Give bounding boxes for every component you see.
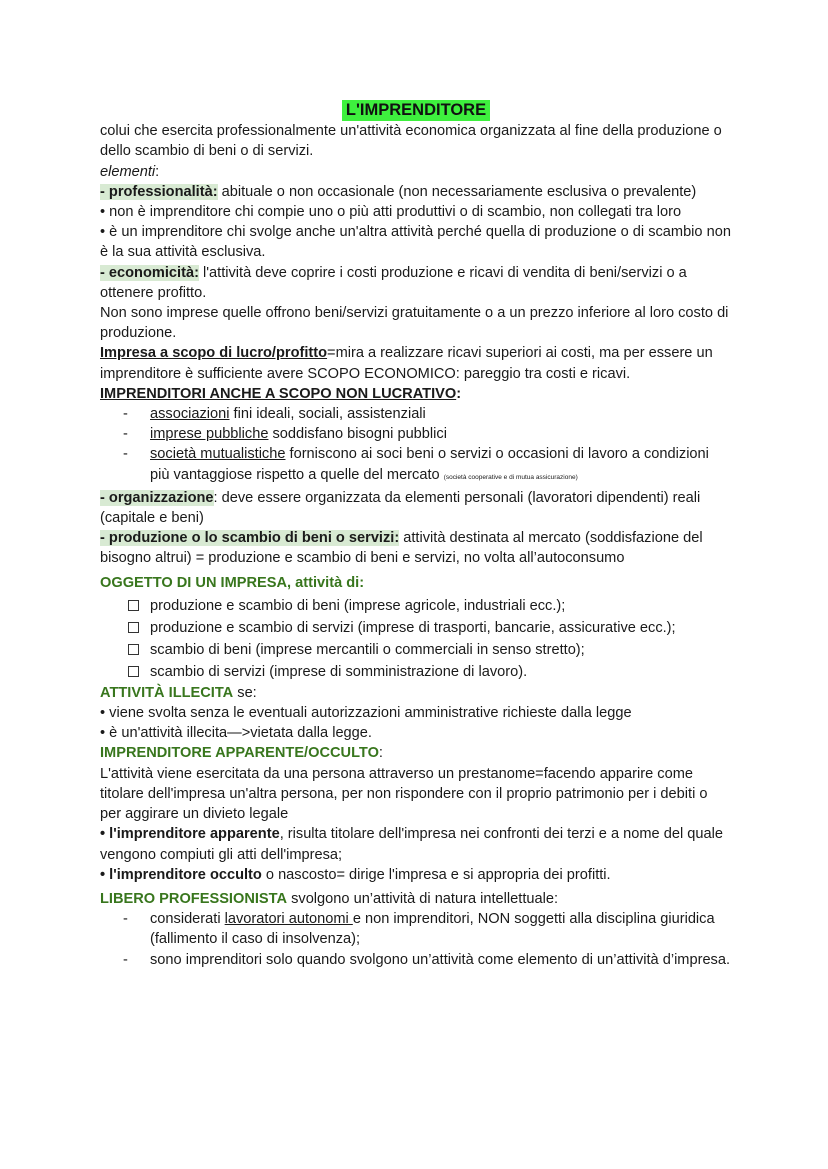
checkbox-icon[interactable] (128, 600, 139, 611)
list-item: - considerati lavoratori autonomi e non imprenditori, NON soggetti alla disciplina giuridica (fallimento il caso di insolvenza); (150, 909, 732, 949)
lucro-label: Impresa a scopo di lucro/profitto (100, 345, 328, 362)
economicita-note: Non sono imprese quelle offrono beni/servizi gratuitamente o a un prezzo inferiore al loro costo di produzione. (100, 305, 729, 342)
checkbox-item: scambio di servizi (imprese di somministrazione di lavoro). (150, 661, 732, 683)
apparente-text: L'attività viene esercitata da una persona attraverso un prestanome=facendo apparire come titolare dell'impresa un'altra persona, per non rispondere con il proprio patrimonio per i debiti o per aggirare un divieto legale (100, 765, 708, 823)
lucro-line: Impresa a scopo di lucro/profitto=mira a realizzare ricavi superiori ai costi, ma per essere un imprenditore è sufficiente avere SCOPO ECONOMICO: pareggio tra costi e ricavi. (100, 345, 713, 382)
checkbox-icon[interactable] (128, 666, 139, 677)
non-lucrativo-list (100, 404, 732, 488)
apparente-heading: IMPRENDITORE APPARENTE/OCCULTO: (100, 745, 383, 762)
illecita-heading: ATTIVITÀ ILLECITA se: (100, 684, 257, 701)
list-item: - sono imprenditori solo quando svolgono un’attività come elemento di un’attività d’impresa. (150, 950, 732, 970)
occulto-line: • l'imprenditore occulto o nascosto= dirige l'impresa e si appropria dei profitti. (100, 866, 611, 883)
illecita-bullet: • viene svolta senza le eventuali autorizzazioni amministrative richieste dalla legge (100, 705, 632, 722)
organizzazione-line: - organizzazione: deve essere organizzata da elementi personali (lavoratori dipendenti) reali (capitale e beni) (100, 489, 701, 527)
economicita-line: - economicità: l'attività deve coprire i costi produzione e ricavi di vendita di beni/servizi o a ottenere profitto. (100, 264, 687, 301)
oggetto-list (100, 595, 732, 683)
elementi-line: elementi: (100, 163, 160, 180)
list-item: - associazioni fini ideali, sociali, assistenziali (150, 404, 732, 424)
checkbox-item: produzione e scambio di servizi (imprese di trasporti, bancarie, assicurative ecc.); (150, 617, 732, 639)
professionalita-bullet: • è un imprenditore chi svolge anche un'altra attività perché quella di produzione o di scambio non è la sua attività esclusiva. (100, 224, 731, 261)
elementi-label: elementi (100, 163, 156, 180)
checkbox-icon[interactable] (128, 644, 139, 655)
checkbox-item: produzione e scambio di beni (imprese agricole, industriali ecc.); (150, 595, 732, 617)
small-note: (società cooperative e di mutua assicurazione) (443, 473, 578, 481)
apparente-line: • l'imprenditore apparente, risulta titolare dell'impresa nei confronti dei terzi e a nome del quale vengono compiuti gli atti dell'impresa; (100, 826, 723, 863)
oggetto-heading: OGGETTO DI UN IMPRESA, attività di: (100, 574, 365, 591)
document-content (100, 100, 732, 970)
professionalita-label: - professionalità: (100, 183, 218, 200)
professionalita-line: - professionalità: abituale o non occasionale (non necessariamente esclusiva o prevalente) (100, 183, 697, 200)
produzione-line: - produzione o lo scambio di beni o servizi: attività destinata al mercato (soddisfazione del bisogno altrui) = produzione e scambio di beni e servizi, no volta all’autoconsumo (100, 530, 703, 567)
definition: colui che esercita professionalmente un'attività economica organizzata al fine della produzione o dello scambio di beni o di servizi. (100, 123, 722, 160)
libero-list (100, 909, 732, 970)
libero-heading: LIBERO PROFESSIONISTA svolgono un’attività di natura intellettuale: (100, 890, 559, 907)
professionalita-bullet: • non è imprenditore chi compie uno o più atti produttivi o di scambio, non collegati tra loro (100, 204, 682, 221)
economicita-label: - economicità: (100, 264, 199, 281)
produzione-label: - produzione o lo scambio di beni o servizi: (100, 530, 400, 547)
title-container (100, 100, 732, 121)
non-lucrativo-heading: IMPRENDITORI ANCHE A SCOPO NON LUCRATIVO: (100, 385, 462, 402)
illecita-bullet: • è un'attività illecita—>vietata dalla legge. (100, 725, 372, 742)
list-item: - società mutualistiche forniscono ai soci beni o servizi o occasioni di lavoro a condizioni più vantaggiose rispetto a quelle del mercato (società cooperative e di mutua assicurazione) (150, 444, 732, 487)
checkbox-item: scambio di beni (imprese mercantili o commerciali in senso stretto); (150, 639, 732, 661)
page-title: L'IMPRENDITORE (342, 100, 490, 121)
checkbox-icon[interactable] (128, 622, 139, 633)
organizzazione-label: - organizzazione (100, 489, 214, 506)
list-item: - imprese pubbliche soddisfano bisogni pubblici (150, 424, 732, 444)
